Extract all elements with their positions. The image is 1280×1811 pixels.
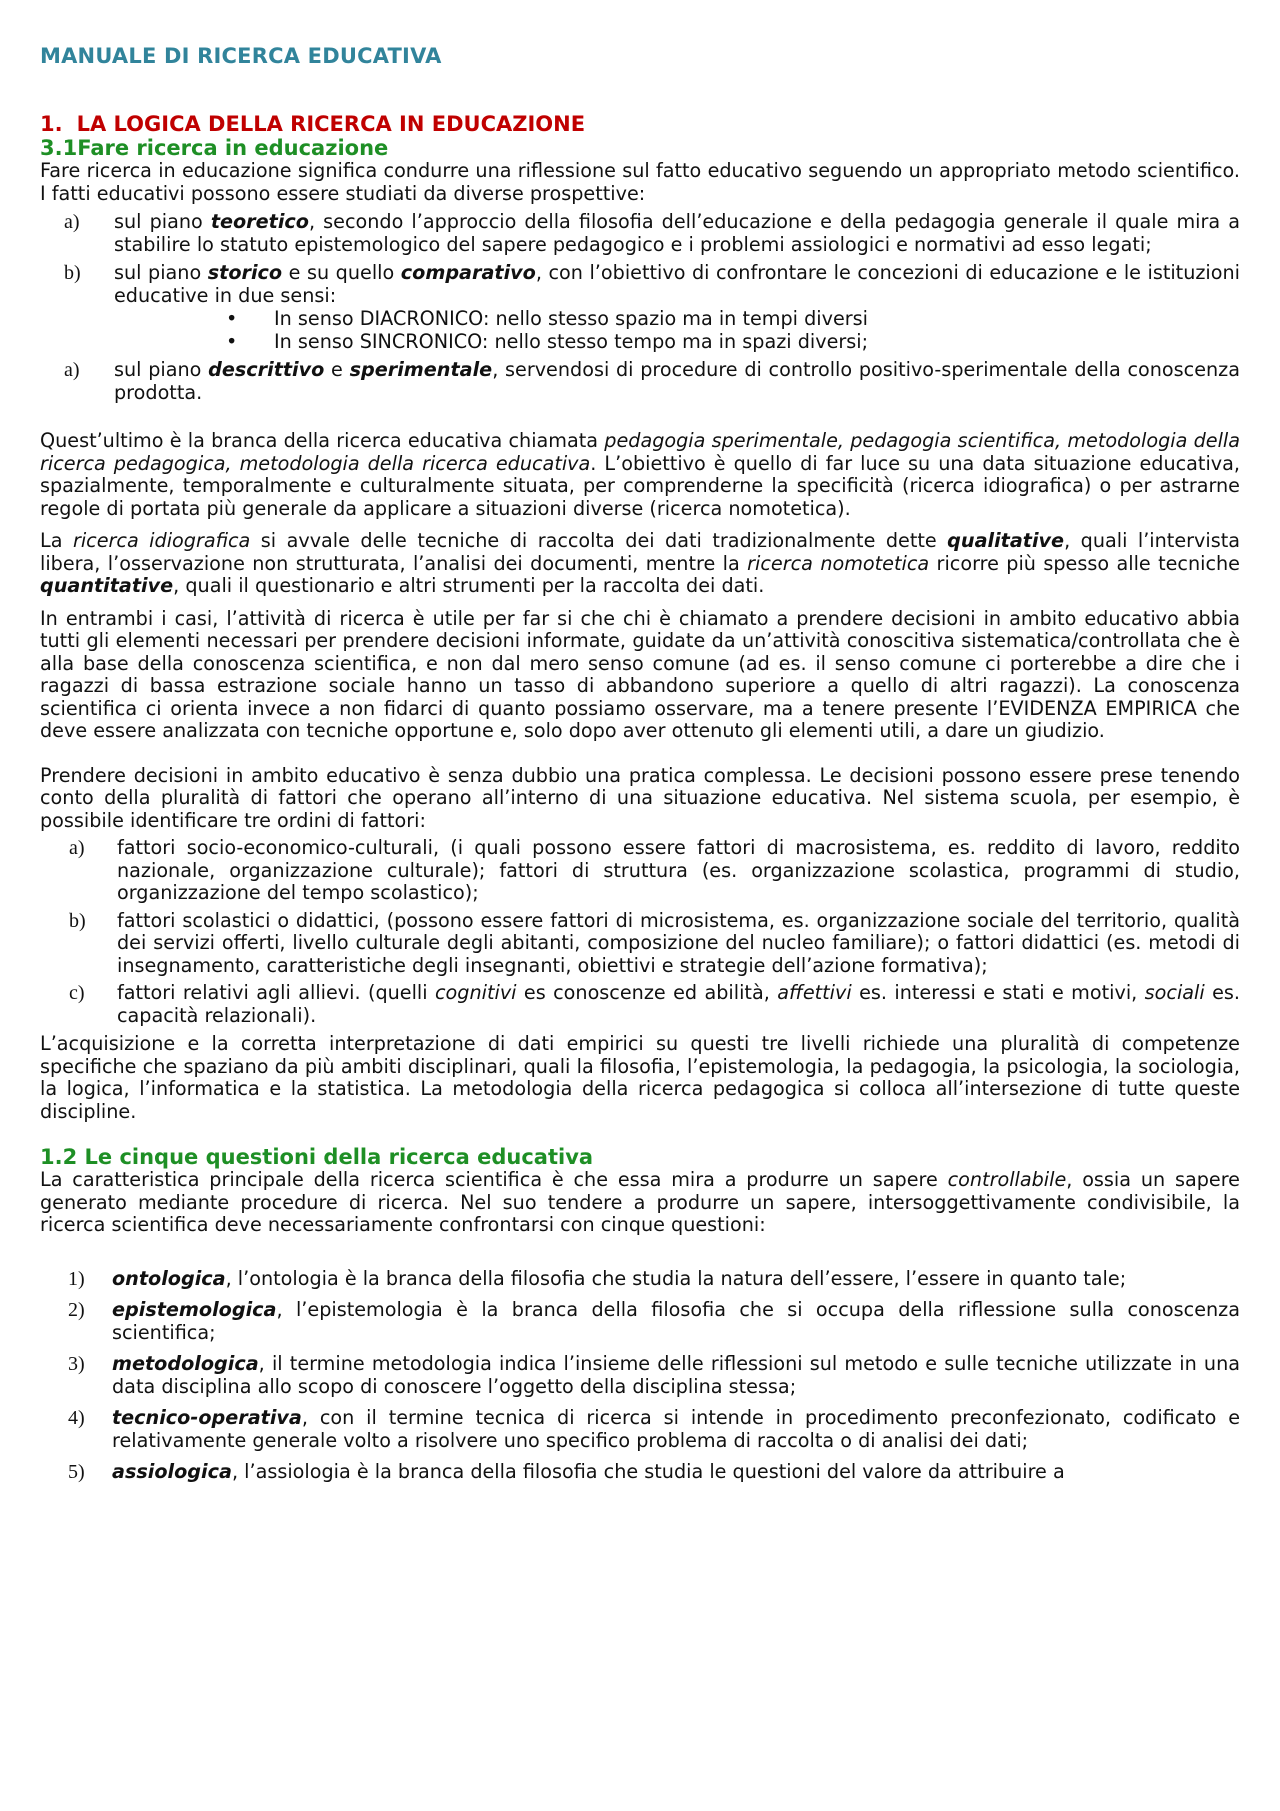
key-term: ontologica — [112, 1266, 226, 1290]
questions-list — [40, 1268, 1240, 1484]
perspectives-list-continued — [40, 359, 1240, 404]
key-term: qualitative — [947, 529, 1065, 552]
key-term: assiologica — [112, 1460, 232, 1483]
section-heading: 3.1Fare ricerca in educazione — [40, 136, 389, 160]
key-term: comparativo — [400, 261, 536, 284]
list-marker: a) — [69, 837, 85, 859]
section-heading: 1.2 Le cinque questioni della ricerca educativa — [40, 1145, 594, 1169]
list-item: 1) ontologica, l’ontologia è la branca della filosofia che studia la natura dell’essere, l’essere in quanto tale; — [68, 1266, 1127, 1290]
list-item: b) fattori scolastici o didattici, (possono essere fattori di microsistema, es. organizzazione sociale del territorio, qualità dei servizi offerti, livello culturale degli abitanti, composizione del nucleo familiare); o fattori didattici (es. metodi di insegnamento, caratteristiche degli insegnanti, obiettivi e strategie dell’azione formativa); — [69, 908, 1240, 977]
chapter-title: LA LOGICA DELLA RICERCA IN EDUCAZIONE — [76, 112, 586, 136]
paragraph: Fare ricerca in educazione significa condurre una riflessione sul fatto educativo seguendo un appropriato metodo scientifico. I fatti educativi possono essere studiati da diverse prospettive: — [40, 159, 1240, 205]
bullet-icon: • — [226, 330, 238, 353]
list-marker: 4) — [68, 1407, 85, 1429]
document-title: MANUALE DI RICERCA EDUCATIVA — [40, 44, 442, 68]
paragraph: La caratteristica principale della ricerca scientifica è che essa mira a produrre un sapere controllabile, ossia un sapere generato mediante procedure di ricerca. Nel suo tendere a produrre un sapere, intersoggettivamente condivisibile, la ricerca scientifica deve necessariamente confrontarsi con cinque questioni: — [40, 1168, 1240, 1236]
list-item: b) sul piano storico e su quello comparativo, con l’obiettivo di confrontare le concezioni di educazione e le istituzioni educative in due sensi: — [64, 261, 1240, 307]
list-item: a) sul piano descrittivo e sperimentale, servendosi di procedure di controllo positivo-sperimentale della conoscenza prodotta. — [64, 358, 1240, 404]
list-marker: 2) — [68, 1299, 85, 1321]
paragraph: L’acquisizione e la corretta interpretazione di dati empirici su questi tre livelli richiede una pluralità di competenze specifiche che spaziano da più ambiti disciplinari, quali la filosofia, l’epistemologia, la pedagogia, la psicologia, la sociologia, la logica, l’informatica e la statistica. La metodologia della ricerca pedagogica si colloca all’intersezione di tutte queste discipline. — [40, 1032, 1240, 1123]
paragraph: La ricerca idiografica si avvale delle tecniche di raccolta dei dati tradizionalmente dette qualitative, quali l’intervista libera, l’osservazione non strutturata, l’analisi dei documenti, mentre la ricerca nomotetica ricorre più spesso alle tecniche quantitative, quali il questionario e altri strumenti per la raccolta dei dati. — [40, 529, 1240, 597]
key-term: descrittivo — [208, 358, 325, 381]
list-marker: 3) — [68, 1353, 85, 1375]
list-marker: c) — [69, 982, 85, 1004]
chapter-number: 1. — [40, 112, 63, 136]
key-term: teoretico — [210, 210, 309, 233]
bullet-item: • In senso SINCRONICO: nello stesso tempo ma in spazi diversi; — [226, 330, 869, 353]
paragraph: Prendere decisioni in ambito educativo è senza dubbio una pratica complessa. Le decisioni possono essere prese tenendo conto della pluralità di fattori che operano all’interno di una situazione educativa. Nel sistema scuola, per esempio, è possibile identificare tre ordini di fattori: — [40, 763, 1240, 832]
paragraph: Quest’ultimo è la branca della ricerca educativa chiamata pedagogia sperimentale, pedagogia scientifica, metodologia della ricerca pedagogica, metodologia della ricerca educativa. L’obiettivo è quello di far luce su una data situazione educativa, spazialmente, temporalmente e culturalmente situata, per comprenderne la specificità (ricerca idiografica) o per astrarne regole di portata più generale da applicare a situazioni diverse (ricerca nomotetica). — [40, 429, 1240, 520]
list-marker: a) — [64, 359, 80, 381]
list-item: 5) assiologica, l’assiologia è la branca della filosofia che studia le questioni del valore da attribuire a — [68, 1460, 1065, 1483]
list-marker: a) — [64, 211, 80, 233]
chapter-heading — [40, 112, 1240, 136]
key-term: quantitative — [40, 574, 174, 597]
perspectives-list — [40, 211, 1240, 307]
bullet-item: • In senso DIACRONICO: nello stesso spazio ma in tempi diversi — [226, 307, 868, 330]
list-item: 2) epistemologica, l’epistemologia è la branca della filosofia che si occupa della riflessione sulla conoscenza scientifica; — [68, 1298, 1240, 1344]
list-marker: b) — [69, 909, 86, 932]
paragraph: In entrambi i casi, l’attività di ricerca è utile per far si che chi è chiamato a prendere decisioni in ambito educativo abbia tutti gli elementi necessari per prendere decisioni informate, guidate da un’attività conoscitiva sistematica/controllata che è alla base della conoscenza scientifica, e non dal mero senso comune (ad es. il senso comune ci porterebbe a dire che i ragazzi di bassa estrazione sociale hanno un tasso di abbandono superiore a quello di altri ragazzi). La conoscenza scientifica ci orienta invece a non fidarci di quanto possiamo osservare, ma a tenere presente l’EVIDENZA EMPIRICA che deve essere analizzata con tecniche opportune e, solo dopo aver ottenuto gli elementi utili, a dare un giudizio. — [40, 606, 1240, 742]
list-item: a) fattori socio-economico-culturali, (i quali possono essere fattori di macrosistema, es. reddito di lavoro, reddito nazionale, organizzazione culturale); fattori di struttura (es. organizzazione scolastica, programmi di studio, organizzazione del tempo scolastico); — [69, 836, 1240, 904]
key-term: metodologica — [112, 1352, 259, 1375]
list-item: a) sul piano teoretico, secondo l’approccio della filosofia dell’educazione e della pedagogia generale il quale mira a stabilire lo statuto epistemologico del sapere pedagogico e i problemi assiologici e normativi ad esso legati; — [64, 210, 1240, 256]
list-marker: 5) — [68, 1461, 85, 1483]
list-item: 4) tecnico-operativa, con il termine tecnica di ricerca si intende in procedimento preconfezionato, codificato e relativamente generale volto a risolvere uno specifico problema di raccolta o di analisi dei dati; — [68, 1406, 1240, 1452]
factors-list — [40, 837, 1240, 1027]
key-term: sperimentale — [349, 358, 493, 381]
list-marker: 1) — [68, 1267, 85, 1290]
key-term: epistemologica — [112, 1298, 277, 1321]
key-term: tecnico-operativa — [112, 1406, 302, 1429]
key-term: storico — [207, 261, 283, 284]
senses-list — [40, 307, 1240, 353]
list-item: c) fattori relativi agli allievi. (quelli cognitivi es conoscenze ed abilità, affettivi es. interessi e stati e motivi, sociali es. capacità relazionali). — [69, 981, 1241, 1027]
list-item: 3) metodologica, il termine metodologia indica l’insieme delle riflessioni sul metodo e sulle tecniche utilizzate in una data disciplina allo scopo di conoscere l’oggetto della disciplina stessa; — [68, 1352, 1240, 1398]
bullet-icon: • — [226, 307, 238, 330]
list-marker: b) — [64, 262, 81, 284]
